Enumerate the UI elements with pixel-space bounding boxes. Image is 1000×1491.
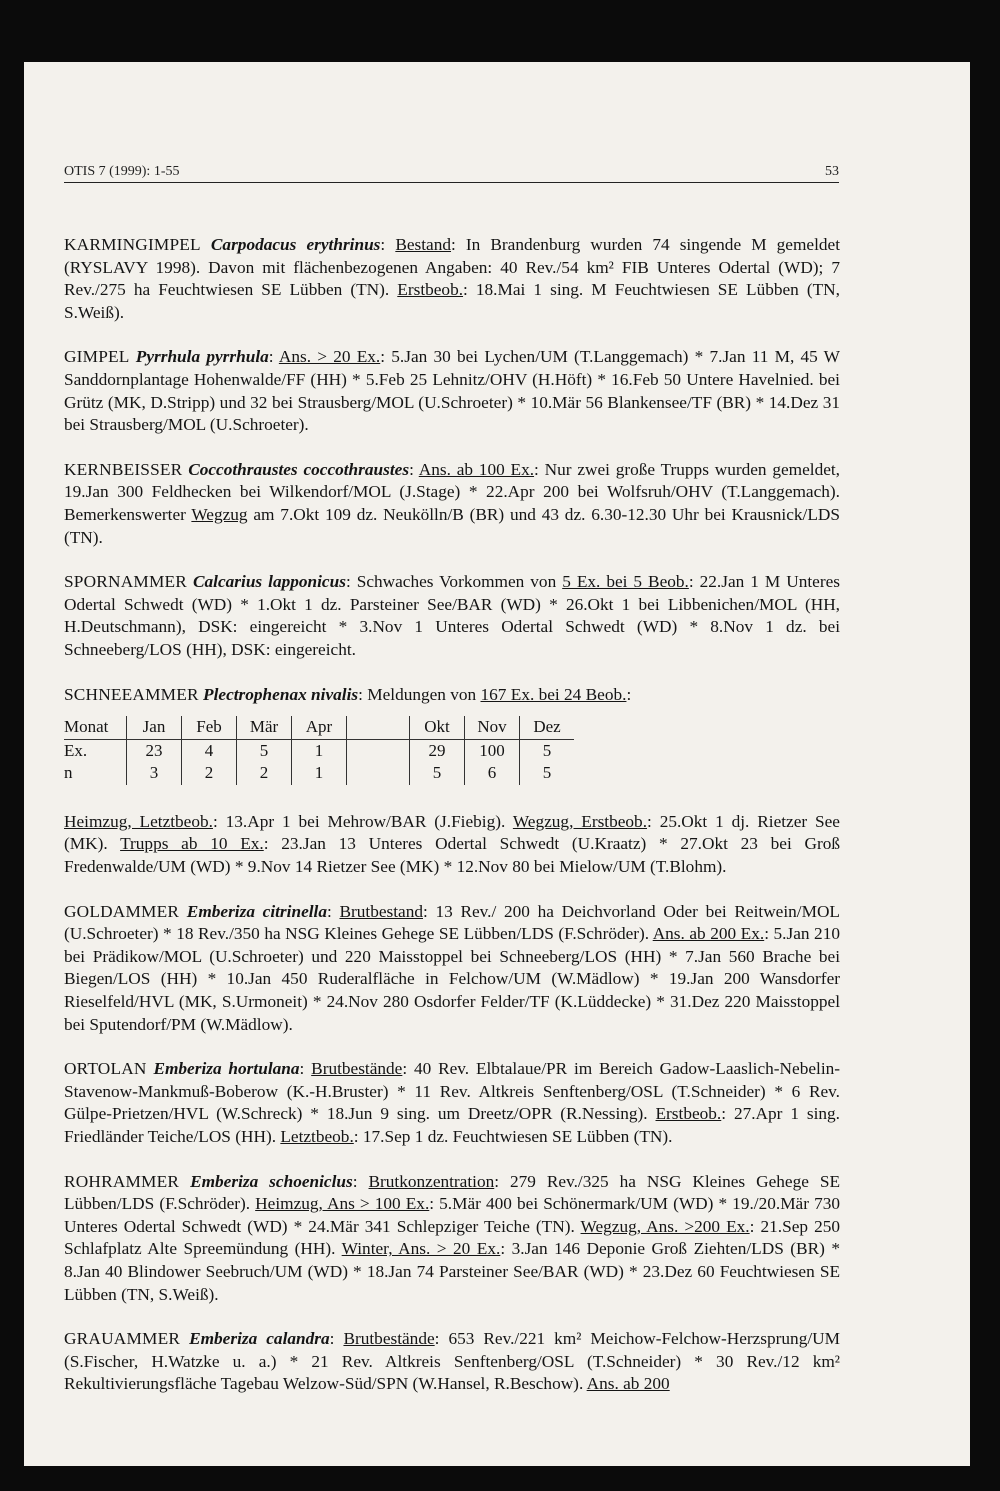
entry-schneeammer: SCHNEEAMMER Plectrophenax nivalis: Meldungen von 167 Ex. bei 24 Beob.: (64, 684, 632, 704)
entry-rohrammer: ROHRAMMER Emberiza schoeniclus: Brutkonzentration: 279 Rev./325 ha NSG Kleines Gehege SE Lübben/LDS (F.Schröder). Heimzug, Ans > 100 Ex.: 5.Mär 400 bei Schönermark/UM (WD) * 19./20.Mär 730 Unteres Odertal Schwedt (WD) * 24.Mär 341 Schlepziger Teiche (TN). Wegzug, Ans. >200 Ex.: 21.Sep 250 Schlafplatz Alte Spreemündung (HH). Winter, Ans. > 20 Ex.: 3.Jan 146 Deponie Groß Ziehten/LDS (BR) * 8.Jan 40 Blindower Seebruch/UM (WD) * 18.Jan 74 Parsteiner See/BAR (WD) * 23.Dez 60 Feuchtwiesen SE Lübben (TN, S.Weiß). (64, 1171, 841, 1304)
section-label: Erstbeob. (655, 1104, 722, 1124)
species-name: ROHRAMMER (64, 1171, 180, 1191)
table-cell: Okt (410, 716, 465, 739)
section-label: Trupps ab 10 Ex. (120, 834, 264, 854)
section-label: Letztbeob. (280, 1127, 354, 1146)
section-label: Brutbestand (339, 901, 423, 921)
page-number: 53 (825, 164, 839, 179)
section-label: Ans. ab 200 Ex. (652, 924, 765, 944)
monthly-table (64, 716, 574, 785)
journal-citation: OTIS 7 (1999): 1-55 (64, 164, 180, 179)
table-cell: 6 (465, 762, 520, 785)
section-label: Brutkonzentration (368, 1171, 495, 1191)
page-sheet (24, 62, 970, 1466)
table-row (64, 762, 574, 785)
species-name: KERNBEISSER (64, 459, 183, 479)
table-cell: Nov (465, 716, 520, 739)
table-cell: 4 (182, 739, 237, 762)
section-label: Ans. > 20 Ex. (278, 347, 381, 367)
section-label: Ans. ab 100 Ex. (418, 459, 535, 479)
scientific-name: Emberiza calandra (189, 1329, 330, 1349)
table-cell: 2 (237, 762, 292, 785)
scientific-name: Emberiza citrinella (186, 901, 327, 921)
article-body (64, 234, 840, 1418)
section-label: Winter, Ans. > 20 Ex. (341, 1239, 501, 1259)
table-cell: 5 (520, 762, 575, 785)
table-cell: n (64, 763, 73, 783)
section-label: Heimzug, Ans > 100 Ex. (255, 1194, 430, 1214)
entry-ortolan: ORTOLAN Emberiza hortulana: Brutbestände: 40 Rev. Elbtalaue/PR im Bereich Gadow-Laaslich-Nebelin-Stavenow-Mankmuß-Boberow (K.-H.Bruster) * 11 Rev. Altkreis Senftenberg/OSL (T.Schneider) * 6 Rev. Gülpe-Prietzen/HVL (W.Schreck) * 18.Jun 9 sing. um Dreetz/OPR (R.Nessing). Erstbeob.: 27.Apr 1 sing. Friedländer Teiche/LOS (HH). Letztbeob.: 17.Sep 1 dz. Feuchtwiesen SE Lübben (TN). (64, 1059, 841, 1146)
table-cell: Feb (182, 716, 237, 739)
table-cell: Jan (127, 716, 182, 739)
scientific-name: Pyrrhula pyrrhula (135, 347, 269, 367)
species-name: KARMINGIMPEL (64, 235, 201, 254)
entry-kernbeisser: KERNBEISSER Coccothraustes coccothraustes: Ans. ab 100 Ex.: Nur zwei große Trupps wurden gemeldet, 19.Jan 300 Feldhecken bei Wilkendorf/MOL (J.Stage) * 22.Apr 200 bei Wolfsruh/OHV (T.Langgemach). Bemerkenswerter Wegzug am 7.Okt 109 dz. Neukölln/B (BR) und 43 dz. 6.30-12.30 Uhr bei Krausnick/LDS (TN). (64, 459, 841, 547)
table-cell: 3 (127, 762, 182, 785)
scientific-name: Emberiza hortulana (153, 1059, 300, 1079)
entry-grauammer: GRAUAMMER Emberiza calandra: Brutbestände: 653 Rev./221 km² Meichow-Felchow-Herzsprung/UM (S.Fischer, H.Watzke u. a.) * 21 Rev. Altkreis Senftenberg/OSL (T.Schneider) * 30 Rev./12 km² Rekultivierungsfläche Tagebau Welzow-Süd/SPN (W.Hansel, R.Beschow). Ans. ab 200 (64, 1329, 840, 1394)
table-cell (347, 739, 410, 762)
table-cell: 5 (520, 739, 575, 762)
scientific-name: Plectrophenax nivalis (203, 684, 359, 704)
section-label: Wegzug, Erstbeob. (512, 811, 648, 831)
table-cell: 23 (127, 739, 182, 762)
entry-karmingimpel: KARMINGIMPEL Carpodacus erythrinus: Bestand: In Brandenburg wurden 74 singende M gemeldet (RYSLAVY 1998). Davon mit flächenbezogenen Angaben: 40 Rev./54 km² FIB Unteres Odertal (WD); 7 Rev./275 ha Feuchtwiesen SE Lübben (TN). Erstbeob.: 18.Mai 1 sing. M Feuchtwiesen SE Lübben (TN, S.Weiß). (64, 235, 841, 322)
table-cell (347, 762, 410, 785)
species-name: ORTOLAN (64, 1059, 147, 1079)
table-cell: 1 (292, 739, 347, 762)
species-name: GOLDAMMER (64, 901, 180, 921)
table-cell: Mär (237, 716, 292, 739)
table-cell: Apr (292, 716, 347, 739)
table-cell: 100 (465, 739, 520, 762)
table-cell: Ex. (64, 740, 88, 760)
scientific-name: Carpodacus erythrinus (210, 235, 381, 254)
table-cell: 29 (410, 739, 465, 762)
species-name: SPORNAMMER (64, 572, 188, 592)
table-cell: 1 (292, 762, 347, 785)
table-cell (347, 716, 410, 739)
section-label: Bestand (395, 235, 452, 254)
scientific-name: Emberiza schoeniclus (190, 1171, 353, 1191)
table-cell: Monat (64, 716, 127, 739)
table-cell: 5 (237, 739, 292, 762)
species-name: GIMPEL (64, 347, 130, 367)
section-label: 167 Ex. bei 24 Beob. (480, 684, 627, 704)
section-label: Brutbestände (343, 1329, 435, 1349)
section-label: Brutbestände (311, 1059, 403, 1079)
species-name: SCHNEEAMMER (64, 684, 199, 704)
scientific-name: Coccothraustes coccothraustes (188, 459, 410, 479)
table-cell: Dez (520, 716, 575, 739)
running-header (64, 162, 839, 183)
section-label: Erstbeob. (397, 280, 464, 300)
entry-schneeammer-details: Heimzug, Letztbeob.: 13.Apr 1 bei Mehrow/BAR (J.Fiebig). Wegzug, Erstbeob.: 25.Okt 1 dj. Rietzer See (MK). Trupps ab 10 Ex.: 23.Jan 13 Unteres Odertal Schwedt (U.Kraatz) * 27.Okt 23 bei Groß Fredenwalde/UM (WD) * 9.Nov 14 Rietzer See (MK) * 12.Nov 80 bei Mielow/UM (T.Blohm). (64, 811, 841, 877)
section-label: Ans. ab 200 (586, 1374, 670, 1394)
section-label: Wegzug (191, 504, 248, 524)
entry-gimpel: GIMPEL Pyrrhula pyrrhula: Ans. > 20 Ex.: 5.Jan 30 bei Lychen/UM (T.Langgemach) * 7.Jan 11 M, 45 W Sanddornplantage Hohenwalde/FF (HH) * 5.Feb 25 Lehnitz/OHV (H.Höft) * 16.Feb 50 Untere Havelnied. bei Grütz (MK, D.Stripp) und 32 bei Strausberg/MOL (U.Schroeter) * 10.Mär 56 Blankensee/TF (BR) * 14.Dez 31 bei Strausberg/MOL (U.Schroeter). (64, 347, 840, 435)
entry-goldammer: GOLDAMMER Emberiza citrinella: Brutbestand: 13 Rev./ 200 ha Deichvorland Oder bei Reitwein/MOL (U.Schroeter) * 18 Rev./350 ha NSG Kleines Gehege SE Lübben/LDS (F.Schröder). Ans. ab 200 Ex.: 5.Jan 210 bei Prädikow/MOL (U.Schroeter) und 220 Maisstoppel bei Schneeberg/LOS (HH) * 7.Jan 560 Brache bei Biegen/LOS (HH) * 10.Jan 450 Ruderalfläche in Felchow/UM (W.Mädlow) * 19.Jan 200 Wansdorfer Rieselfeld/HVL (MK, S.Urmoneit) * 24.Nov 280 Osdorfer Felder/TF (K.Lüddecke) * 31.Dez 220 Maisstoppel bei Sputendorf/PM (W.Mädlow). (64, 901, 840, 1034)
section-label: Wegzug, Ans. >200 Ex. (580, 1216, 750, 1236)
section-label: Heimzug, Letztbeob. (64, 811, 213, 831)
table-row (64, 739, 574, 762)
species-name: GRAUAMMER (64, 1329, 181, 1349)
table-cell: 5 (410, 762, 465, 785)
entry-spornammer: SPORNAMMER Calcarius lapponicus: Schwaches Vorkommen von 5 Ex. bei 5 Beob.: 22.Jan 1 M Unteres Odertal Schwedt (WD) * 1.Okt 1 dz. Parsteiner See/BAR (WD) * 26.Okt 1 bei Libbenichen/MOL (HH, H.Deutschmann), DSK: eingereicht * 3.Nov 1 Unteres Odertal Schwedt (WD) * 8.Nov 1 dz. bei Schneeberg/LOS (HH), DSK: eingereicht. (64, 572, 840, 659)
section-label: 5 Ex. bei 5 Beob. (562, 572, 689, 592)
table-cell: 2 (182, 762, 237, 785)
scientific-name: Calcarius lapponicus (193, 572, 346, 592)
table-header-row (64, 716, 574, 739)
